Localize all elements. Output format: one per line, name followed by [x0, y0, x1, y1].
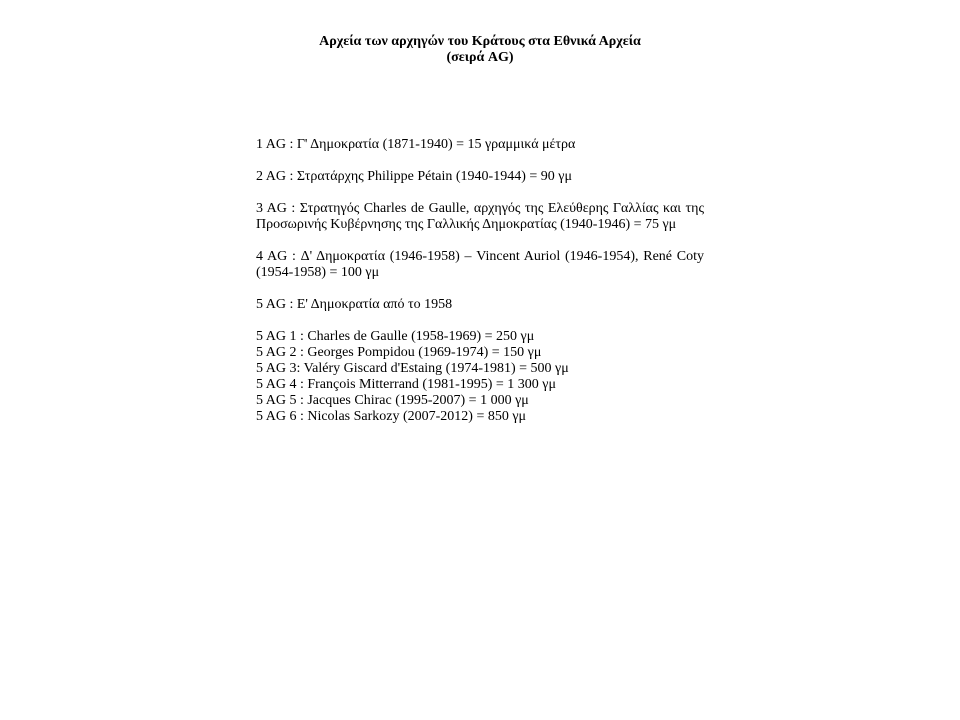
entry-3-ag: 3 AG : Στρατηγός Charles de Gaulle, αρχηγός της Ελεύθερης Γαλλίας και της Προσωρινής Κυβέρνησης της Γαλλικής Δημοκρατίας (1940-1946) = 75 γμ — [256, 201, 704, 232]
document-body — [256, 137, 704, 425]
entry-4-ag: 4 AG : Δ' Δημοκρατία (1946-1958) – Vincent Auriol (1946-1954), René Coty (1954-1958) = 100 γμ — [256, 249, 704, 280]
title-line-1: Αρχεία των αρχηγών του Κράτους στα Εθνικά Αρχεία — [319, 34, 641, 49]
title-line-2: (σειρά AG) — [446, 50, 514, 65]
sub-entry-list — [256, 329, 704, 425]
sub-entry-5-ag-1: 5 AG 1 : Charles de Gaulle (1958-1969) = 250 γμ — [256, 329, 535, 344]
sub-entry-5-ag-2: 5 AG 2 : Georges Pompidou (1969-1974) = 150 γμ — [256, 345, 542, 360]
entry-2-ag: 2 AG : Στρατάρχης Philippe Pétain (1940-1944) = 90 γμ — [256, 169, 572, 184]
sub-entry-5-ag-6: 5 AG 6 : Nicolas Sarkozy (2007-2012) = 850 γμ — [256, 409, 527, 424]
sub-entry-5-ag-3: 5 AG 3: Valéry Giscard d'Estaing (1974-1981) = 500 γμ — [256, 361, 569, 376]
sub-entry-5-ag-5: 5 AG 5 : Jacques Chirac (1995-2007) = 1 000 γμ — [256, 393, 529, 408]
document-title — [0, 34, 960, 66]
sub-entry-5-ag-4: 5 AG 4 : François Mitterrand (1981-1995) = 1 300 γμ — [256, 377, 556, 392]
entry-1-ag: 1 AG : Γ' Δημοκρατία (1871-1940) = 15 γραμμικά μέτρα — [256, 137, 576, 152]
entry-5-ag: 5 AG : Ε' Δημοκρατία από το 1958 — [256, 297, 453, 312]
